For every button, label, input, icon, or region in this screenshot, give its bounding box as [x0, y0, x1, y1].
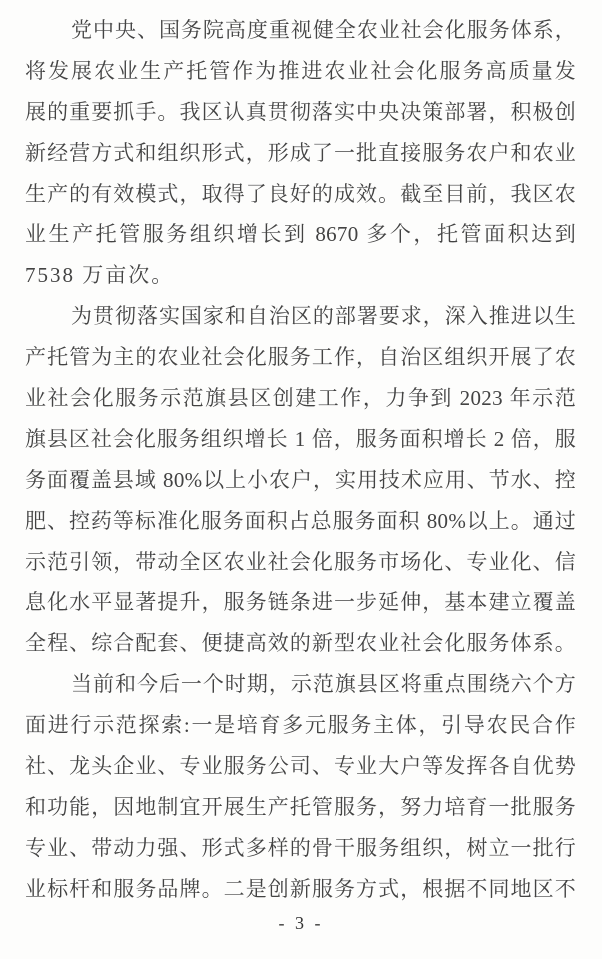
text-line: 业社会化服务示范旗县区创建工作，力争到 2023 年示范 [25, 386, 576, 411]
text-line: 旗县区社会化服务组织增长 1 倍，服务面积增长 2 倍，服 [25, 426, 576, 451]
paragraph-1 [25, 10, 576, 296]
text-line: 面进行示范探索:一是培育多元服务主体，引导农民合作 [25, 713, 576, 738]
text-line: 生产的有效模式，取得了良好的成效。截至目前，我区农 [25, 181, 576, 206]
text-line: 党中央、国务院高度重视健全农业社会化服务体系， [71, 18, 576, 42]
text-line: 全程、综合配套、便捷高效的新型农业社会化服务体系。 [25, 631, 576, 656]
text-line: 新经营方式和组织形式，形成了一批直接服务农户和农业 [25, 140, 576, 165]
text-line: 息化水平显著提升，服务链条进一步延伸，基本建立覆盖 [25, 590, 576, 615]
page-number: - 3 - [278, 913, 324, 933]
text-line: 社、龙头企业、专业服务公司、专业大户等发挥各自优势 [25, 754, 576, 779]
text-line: 和功能，因地制宜开展生产托管服务，努力培育一批服务 [25, 794, 576, 819]
page-footer [0, 913, 602, 934]
text-line: 业标杆和服务品牌。二是创新服务方式，根据不同地区不 [25, 876, 576, 901]
text-line: 当前和今后一个时期，示范旗县区将重点围绕六个方 [71, 672, 576, 697]
text-line: 将发展农业生产托管作为推进农业社会化服务高质量发 [25, 58, 576, 83]
text-line: 展的重要抓手。我区认真贯彻落实中央决策部署，积极创 [25, 99, 576, 124]
text-line: 务面覆盖县域 80%以上小农户，实用技术应用、节水、控 [25, 467, 576, 492]
document-body [25, 10, 576, 910]
paragraph-2 [25, 296, 576, 664]
text-line: 为贯彻落实国家和自治区的部署要求，深入推进以生 [71, 304, 576, 329]
text-line: 业生产托管服务组织增长到 8670 多个，托管面积达到 [25, 222, 576, 247]
text-line: 专业、带动力强、形式多样的骨干服务组织，树立一批行 [25, 835, 576, 860]
text-line: 示范引领，带动全区农业社会化服务市场化、专业化、信 [25, 549, 576, 574]
text-line: 7538 万亩次。 [25, 263, 175, 288]
paragraph-3 [25, 664, 576, 909]
text-line: 肥、控药等标准化服务面积占总服务面积 80%以上。通过 [25, 508, 576, 533]
text-line: 产托管为主的农业社会化服务工作，自治区组织开展了农 [25, 345, 576, 370]
